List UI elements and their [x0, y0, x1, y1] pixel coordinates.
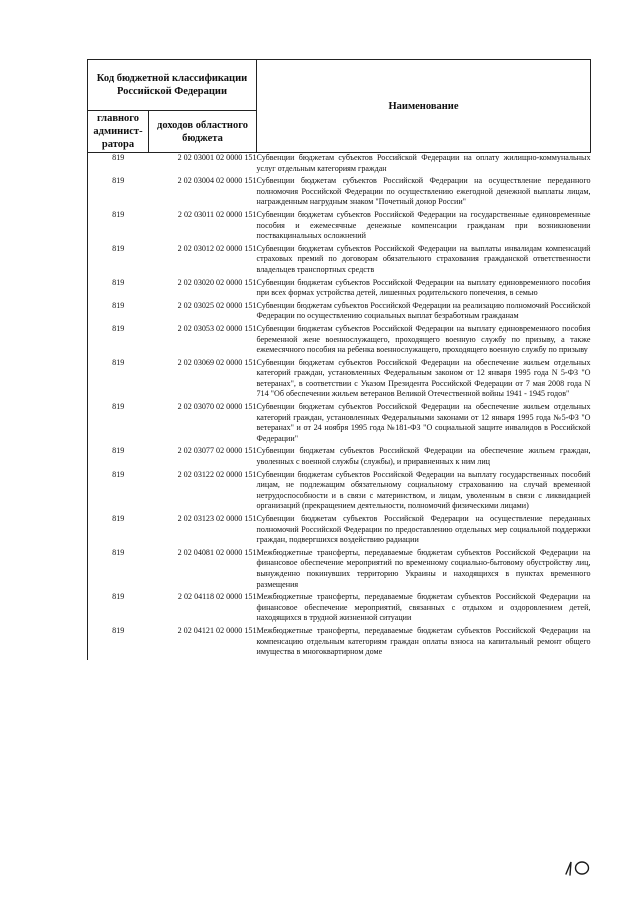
- admin-code-cell: 819: [88, 592, 149, 626]
- header-name: Наименование: [257, 60, 591, 153]
- admin-code-cell: 819: [88, 278, 149, 301]
- admin-code-cell: 819: [88, 324, 149, 358]
- revenue-code-cell: 2 02 03070 02 0000 151: [177, 402, 257, 412]
- admin-code-cell: 819: [88, 210, 149, 244]
- table-row: [88, 358, 591, 402]
- admin-code-cell: 819: [88, 548, 149, 592]
- description-cell: Субвенции бюджетам субъектов Российской Федерации на обеспечение жильем отдельных категорий граждан, установленных Федеральным законом от 12 января 1995 года N 5-ФЗ "О ветеранах", в соответствии с Указом Президента Российской Федерации от 7 мая 2008 года N 714 "Об обеспечении жильем ветеранов Великой Отечественной войны 1941 - 1945 годов": [256, 357, 591, 399]
- description-cell: Субвенции бюджетам субъектов Российской Федерации на оплату жилищно-коммунальных услуг отдельным категориям граждан: [256, 153, 591, 173]
- admin-code-cell: 819: [88, 244, 149, 278]
- description-cell: Субвенции бюджетам субъектов Российской Федерации на выплаты инвалидам компенсаций страховых премий по договорам обязательного страхования гражданской ответственности владельцев транспортных средств: [256, 243, 591, 274]
- table-row: [88, 301, 591, 324]
- description-cell: Субвенции бюджетам субъектов Российской Федерации на осуществление переданных полномочий Российской Федерации по предоставлению отдельных мер социальной поддержки граждан, подвергшихся воздействию радиации: [256, 514, 591, 545]
- table-row: [88, 592, 591, 626]
- description-cell: Субвенции бюджетам субъектов Российской Федерации на государственные единовременные пособия и ежемесячные денежные компенсации гражданам при возникновении поствакцинальных осложнений: [256, 209, 591, 241]
- revenue-code-cell: 2 02 03001 02 0000 151: [177, 153, 257, 162]
- table-row: [88, 278, 591, 301]
- revenue-code-cell: 2 02 03012 02 0000 151: [177, 243, 257, 253]
- header-revenue: доходов областного бюджета: [149, 111, 257, 153]
- description-cell: Межбюджетные трансферты, передаваемые бюджетам субъектов Российской Федерации на финансовое обеспечение мероприятий, связанных с отдыхом и оздоровлением детей, находящихся в трудной жизненной ситуации: [256, 592, 591, 623]
- admin-code-cell: 819: [88, 446, 149, 469]
- revenue-code-cell: 2 02 03025 02 0000 151: [177, 300, 257, 310]
- description-cell: Субвенции бюджетам субъектов Российской Федерации на выплату единовременного пособия беременной жене военнослужащего, проходящего военную службу по призыву, а также ежемесячного пособия на ребенка военнослужащего, проходящего военную службу по призыву: [256, 323, 591, 355]
- description-cell: Субвенции бюджетам субъектов Российской Федерации на обеспечение жильем граждан, уволенных с военной службы (службы), и приравненных к ним лиц: [256, 446, 591, 467]
- description-cell: Субвенции бюджетам субъектов Российской Федерации на реализацию полномочий Российской Федерации по осуществлению социальных выплат безработным гражданам: [256, 300, 591, 321]
- admin-code-cell: 819: [88, 470, 149, 514]
- table-row: [88, 153, 591, 177]
- revenue-code-cell: 2 02 03020 02 0000 151: [177, 277, 257, 287]
- admin-code-cell: 819: [88, 358, 149, 402]
- table-row: [88, 402, 591, 446]
- table-row: [88, 324, 591, 358]
- admin-code-cell: 819: [88, 176, 149, 210]
- description-cell: Межбюджетные трансферты, передаваемые бюджетам субъектов Российской Федерации на компенсацию отдельным категориям граждан оплаты взноса на капитальный ремонт общего имущества в многоквартирном доме: [256, 625, 591, 657]
- description-cell: Субвенции бюджетам субъектов Российской Федерации на обеспечение жильем отдельных категорий граждан, установленных Федеральными законами от 12 января 1995 года №5-ФЗ "О ветеранах" и от 24 ноября 1995 года №181-ФЗ "О социальной защите инвалидов в Российской Федерации": [256, 402, 591, 443]
- table-row: [88, 548, 591, 592]
- revenue-code-cell: 2 02 04081 02 0000 151: [177, 547, 257, 557]
- revenue-code-cell: 2 02 03053 02 0000 151: [177, 323, 257, 333]
- header-budget-code-group: Код бюджетной классификации Российской Федерации: [88, 60, 257, 111]
- table-row: [88, 244, 591, 278]
- description-cell: Субвенции бюджетам субъектов Российской Федерации на выплату единовременного пособия при всех формах устройства детей, лишенных родительского попечения, в семью: [256, 277, 591, 298]
- table-row: [88, 210, 591, 244]
- revenue-code-cell: 2 02 03077 02 0000 151: [177, 446, 257, 456]
- header-admin: главного админист-ратора: [88, 111, 149, 153]
- table-body: [88, 153, 591, 660]
- admin-code-cell: 819: [88, 153, 149, 177]
- table-row: [88, 470, 591, 514]
- table-row: [88, 446, 591, 469]
- handwritten-page-number: [560, 858, 596, 880]
- description-cell: Субвенции бюджетам субъектов Российской Федерации на выплату государственных пособий лицам, не подлежащим обязательному социальному страхованию на случай временной нетрудоспособности и в связи с материнством, и лицам, уволенным в связи с ликвидацией организаций (прекращением деятельности, полномочий физическими лицами): [256, 469, 591, 511]
- revenue-code-cell: 2 02 03122 02 0000 151: [177, 469, 257, 479]
- admin-code-cell: 819: [88, 626, 149, 660]
- revenue-code-cell: 2 02 03011 02 0000 151: [177, 209, 257, 219]
- table-row: [88, 176, 591, 210]
- admin-code-cell: 819: [88, 514, 149, 548]
- revenue-code-cell: 2 02 04118 02 0000 151: [177, 592, 257, 602]
- admin-code-cell: 819: [88, 301, 149, 324]
- revenue-code-cell: 2 02 03004 02 0000 151: [177, 176, 257, 186]
- revenue-code-cell: 2 02 03069 02 0000 151: [177, 357, 257, 367]
- revenue-code-cell: 2 02 03123 02 0000 151: [177, 514, 257, 523]
- description-cell: Субвенции бюджетам субъектов Российской Федерации на осуществление переданного полномочия Российской Федерации по осуществлению ежегодной денежной выплаты лицам, награжденным нагрудным знаком "Почетный донор России": [256, 176, 591, 207]
- budget-classification-table: [87, 59, 591, 660]
- table-row: [88, 626, 591, 660]
- admin-code-cell: 819: [88, 402, 149, 446]
- table-row: [88, 514, 591, 548]
- revenue-code-cell: 2 02 04121 02 0000 151: [177, 625, 257, 635]
- description-cell: Межбюджетные трансферты, передаваемые бюджетам субъектов Российской Федерации на финансовое обеспечение мероприятий по временному социально-бытовому обустройству лиц, вынужденно покинувших территорию Украины и находящихся в пунктах временного размещения: [256, 547, 591, 589]
